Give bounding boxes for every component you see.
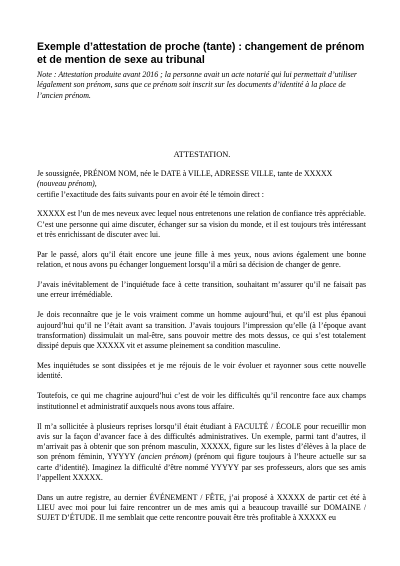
paragraph-1a: XXXXX est l’un de mes neveux avec lequel nous entretenons une relation de confiance très appréciable. — [37, 209, 366, 219]
paragraph-3: J’avais inévitablement de l’inquiétude face à cette transition, souhaitant m’assurer qu’il ne faisait pas une erreur irrémédiable. — [37, 280, 366, 300]
document-title: Exemple d’attestation de proche (tante) : changement de prénom et de mention de sexe au tribunal — [37, 41, 365, 66]
intro-paragraph — [37, 169, 366, 200]
paragraph-6: Toutefois, ce qui me chagrine aujourd’hui c’est de voir les difficultés qu’il rencontre face aux champs institutionnel et administratif auxquels nous avons tous affaire. — [37, 391, 366, 411]
paragraph-5: Mes inquiétudes se sont dissipées et je me réjouis de le voir évoluer et rayonner sous cette nouvelle identité. — [37, 361, 366, 381]
paragraph-1 — [37, 209, 366, 240]
attestation-body — [37, 169, 366, 533]
paragraph-2: Par le passé, alors qu’il était encore une jeune fille à mes yeux, nous avions également une bonne relation, et nous avons pu échanger longuement lorsqu’il a mûri sa décision de changer de genre. — [37, 249, 366, 270]
document-note: Note : Attestation produite avant 2016 ; la personne avait un acte notarié qui lui permettait d’utiliser légalement son prénom, sans que ce prénom soit inscrit sur les documents d’identité à la place de l’ancien prénom. — [37, 70, 357, 100]
paragraph-7-part-2: (prénom qui figure toujours à l’heure actuelle sur sa carte d’identité). Imaginez la difficulté d’être nommé YYYYY par ses professeurs, alors que ses amis l’appellent XXXXX. — [37, 452, 366, 482]
intro-line-3: certifie l’exactitude des faits suivants pour en avoir été le témoin direct : — [37, 189, 264, 199]
old-first-name-note: (ancien prénom) — [138, 452, 192, 462]
paragraph-1b: C’est une personne qui aime discuter, échanger sur sa vision du monde, et il est toujours très intéressant et très enrichissant de discuter avec lui. — [37, 219, 366, 240]
attestation-heading: ATTESTATION. — [173, 150, 231, 159]
paragraph-7 — [37, 422, 366, 484]
intro-line-1: Je soussignée, PRÉNOM NOM, née le DATE à VILLE, ADRESSE VILLE, tante de XXXXX — [37, 169, 333, 178]
intro-line-2 — [37, 179, 366, 189]
new-first-name-note: (nouveau prénom) — [37, 179, 95, 189]
paragraph-8: Dans un autre registre, au dernier ÉVÉNEMENT / FÊTE, j’ai proposé à XXXXX de partir cet été à LIEU avec moi pour lui faire rencontrer un de mes amis qui a beaucoup travaillé sur DOMAINE / SUJET D’ÉTUDE. Il me semblait que cette rencontre pouvait être très profitable à XXXXX eu — [37, 492, 366, 523]
paragraph-7-part-1: Il m’a sollicitée à plusieurs reprises lorsqu’il était étudiant à FACULTÉ / ÉCOLE pour recueillir mon avis sur la façon d’avancer face à des difficultés administratives. Un exemple, parmi tant d’autres, il m’arrivait pas à obtenir que son prénom masculin, XXXXX, figure sur les listes d’élèves à la place de son prénom féminin, YYYYY — [37, 421, 366, 462]
intro-line-2-punct: , — [94, 179, 97, 189]
paragraph-4: Je dois reconnaître que je le vois vraiment comme un homme aujourd’hui, et qu’il est plus épanoui aujourd’hui qu’il ne l’était avant sa transition. J’avais toujours l’impression qu’elle (à l’époque avant transformation) dissimulait un mal-être, sans pouvoir mettre des mots dessus, ce qui s’est totalement dissipé depuis que XXXXX vit et assume pleinement sa condition masculine. — [37, 310, 366, 351]
